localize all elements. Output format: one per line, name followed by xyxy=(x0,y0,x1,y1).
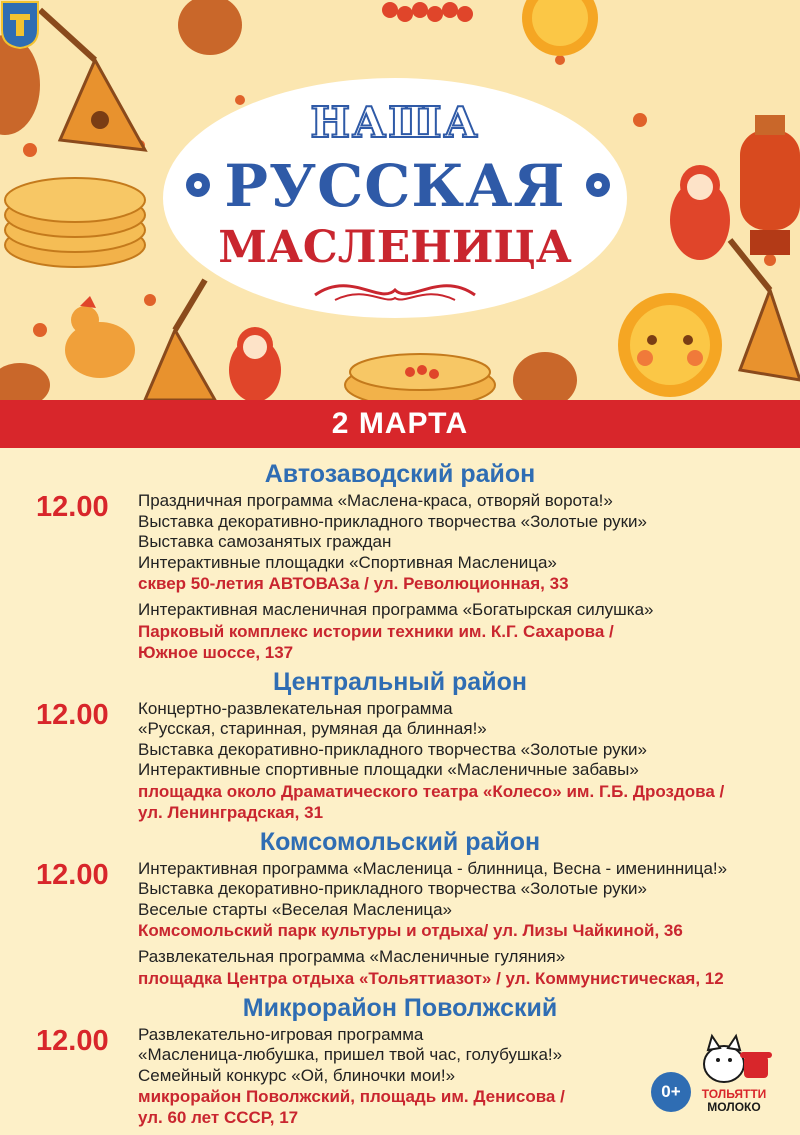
event-time: 12.00 xyxy=(36,491,109,523)
event-line: Развлекательно-игровая программа xyxy=(138,1024,424,1044)
event-line: Семейный конкурс «Ой, блиночки мои!» xyxy=(138,1065,456,1085)
event-line: Праздничная программа «Маслена-краса, отворяй ворота!» xyxy=(138,491,613,510)
pancakes-icon xyxy=(345,354,495,400)
event-line: Выставка декоративно-прикладного творчества «Золотые руки» xyxy=(138,511,647,531)
title-line2: РУССКАЯ xyxy=(224,152,566,220)
event-location: Парковый комплекс истории техники им. К.Г. Сахарова / xyxy=(138,621,614,641)
district-heading: Автозаводский район xyxy=(264,460,536,488)
sun-icon xyxy=(522,0,598,56)
event-line: Выставка самозанятых граждан xyxy=(138,532,392,551)
event-line: Интерактивная масленичная программа «Богатырская силушка» xyxy=(138,600,654,619)
event-line: Концертно-развлекательная программа xyxy=(138,698,453,718)
district-heading: Комсомольский район xyxy=(259,827,541,856)
event-line: Интерактивные спортивные площадки «Масленичные забавы» xyxy=(138,760,639,779)
event-time: 12.00 xyxy=(36,858,109,891)
date-banner xyxy=(0,400,800,448)
event-time: 12.00 xyxy=(36,1024,109,1057)
sponsor-name xyxy=(694,1088,774,1114)
event-line: «Русская, старинная, румяная да блинная!» xyxy=(138,719,487,738)
title-line1: НАША xyxy=(310,98,480,147)
event-line: Интерактивная программа «Масленица - блинница, Весна - именинница!» xyxy=(138,858,728,878)
rooster-icon xyxy=(65,296,135,378)
event-location: сквер 50-летия АВТОВАЗа / ул. Революционная, 33 xyxy=(138,574,569,593)
event-location: микрорайон Поволжский, площадь им. Денисова / xyxy=(138,1087,565,1106)
sponsor-logo xyxy=(694,1028,774,1118)
matryoshka-icon xyxy=(670,165,730,260)
sun-icon xyxy=(618,293,722,397)
city-emblem-icon xyxy=(0,0,40,50)
event-line: Интерактивные площадки «Спортивная Масленица» xyxy=(138,552,557,572)
title-line3: МАСЛЕНИЦА xyxy=(218,222,572,273)
matryoshka-icon xyxy=(229,327,281,400)
event-location: Южное шоссе, 137 xyxy=(138,642,294,662)
cat-mascot-icon xyxy=(694,1028,774,1088)
event-location: площадка около Драматического театра «Колесо» им. Г.Б. Дроздова / xyxy=(138,781,725,801)
balalaika-icon xyxy=(40,10,145,150)
title-block xyxy=(175,80,615,315)
schedule-entry xyxy=(0,699,800,823)
date-text: 2 МАРТА xyxy=(331,407,469,440)
district-heading: Микрорайон Поволжский xyxy=(242,993,558,1022)
event-line: Выставка декоративно-прикладного творчества «Золотые руки» xyxy=(138,739,647,759)
schedule xyxy=(0,455,800,1128)
district-heading: Центральный район xyxy=(273,667,527,696)
event-line: Выставка декоративно-прикладного творчества «Золотые руки» xyxy=(138,879,647,898)
schedule-entry xyxy=(0,491,800,663)
sponsor-line2: МОЛОКО xyxy=(707,1100,761,1114)
event-line: «Масленица-любушка, пришел твой час, голубушка!» xyxy=(138,1045,563,1064)
event-line: Веселые старты «Веселая Масленица» xyxy=(138,899,453,919)
event-line: Развлекательная программа «Масленичные гуляния» xyxy=(138,947,566,966)
event-time: 12.00 xyxy=(36,698,109,731)
hero-illustration xyxy=(0,0,800,400)
pancakes-icon xyxy=(5,178,145,267)
event-location: площадка Центра отдыха «Тольяттиазот» / ул. Коммунистическая, 12 xyxy=(138,968,724,988)
schedule-entry xyxy=(0,859,800,989)
samovar-icon xyxy=(740,115,800,255)
event-location: ул. 60 лет СССР, 17 xyxy=(138,1108,299,1127)
event-location: ул. Ленинградская, 31 xyxy=(138,802,324,822)
age-rating-badge: 0+ xyxy=(651,1072,691,1112)
sponsor-line1: ТОЛЬЯТТИ xyxy=(701,1087,767,1101)
event-location: Комсомольский парк культуры и отдыха/ ул. Лизы Чайкиной, 36 xyxy=(138,921,683,940)
